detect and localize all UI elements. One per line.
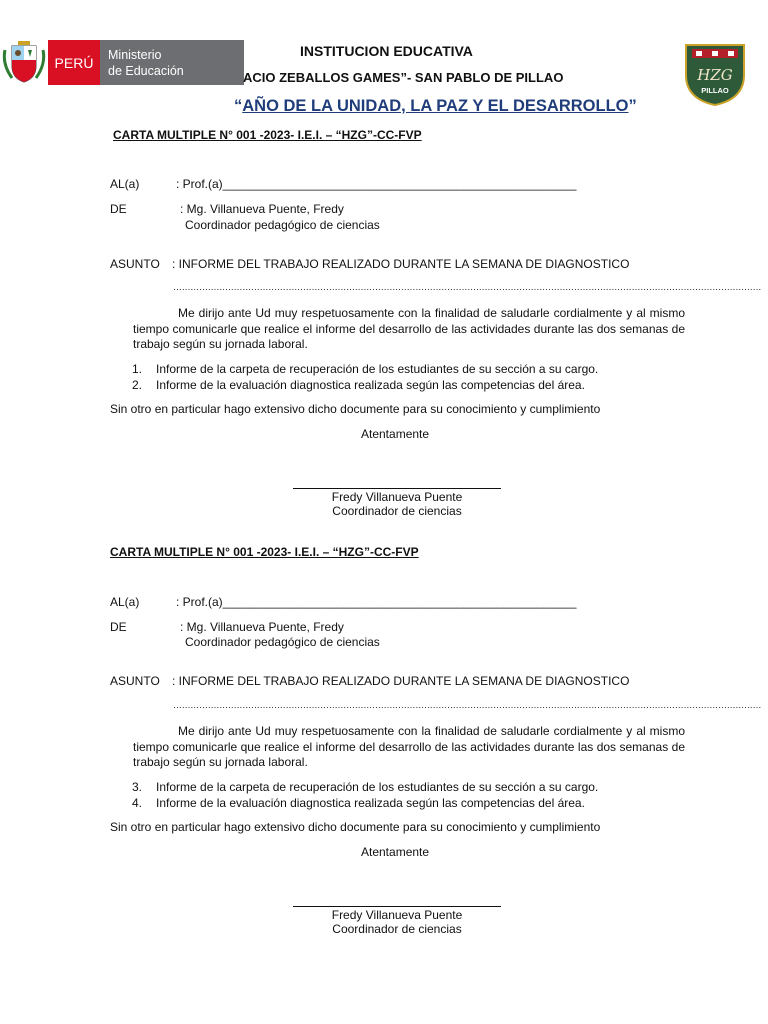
body-paragraph — [133, 724, 685, 771]
crest-label: PILLAO — [701, 86, 729, 95]
de-value: : Mg. Villanueva Puente, Fredy — [180, 202, 344, 216]
signer-name: Fredy Villanueva Puente — [331, 490, 463, 504]
closing-text: Sin otro en particular hago extensivo dicho documente para su conocimiento y cumplimiento — [110, 402, 601, 416]
crest-initials: HZG — [697, 66, 733, 84]
item-number: 3. — [132, 780, 143, 794]
de-label: DE — [110, 620, 127, 634]
carta-reference: CARTA MULTIPLE N° 001 -2023- I.E.I. – “HZG”-CC-FVP — [113, 128, 422, 142]
list-item — [132, 795, 598, 811]
regards-text: Atentamente — [361, 845, 430, 859]
ministry-line1-text: Ministerio — [108, 48, 162, 62]
item-text: Informe de la carpeta de recuperación de los estudiantes de su sección a su cargo. — [156, 780, 599, 794]
body-text: Me dirijo ante Ud muy respetuosamente con la finalidad de saludarle cordialmente y al mismo tiempo comunicarle que realice el informe del desarrollo de las actividades durante las dos semanas de trabajo según su jornada laboral. — [133, 306, 685, 351]
list-item — [132, 377, 598, 393]
signer-role: Coordinador de ciencias — [332, 922, 462, 936]
item-text: Informe de la evaluación diagnostica realizada según las competencias del área. — [156, 796, 585, 810]
item-list — [132, 361, 598, 393]
de-label: DE — [110, 202, 127, 216]
body-paragraph — [133, 306, 685, 353]
list-item — [132, 779, 598, 795]
al-label: AL(a) — [110, 177, 140, 191]
closing-text: Sin otro en particular hago extensivo dicho documente para su conocimiento y cumplimiento — [110, 820, 601, 834]
year-motto-close-quote: ” — [628, 97, 637, 115]
dotted-line: …………………………………………………………………………………………………………………………………………………………………………………… — [173, 700, 762, 710]
asunto-value: : INFORME DEL TRABAJO REALIZADO DURANTE LA SEMANA DE DIAGNOSTICO — [172, 257, 630, 271]
letter-2 — [0, 418, 768, 936]
carta-reference: CARTA MULTIPLE N° 001 -2023- I.E.I. – “HZG”-CC-FVP — [110, 545, 419, 559]
school-subtitle: ACIO ZEBALLOS GAMES”- SAN PABLO DE PILLAO — [243, 70, 564, 85]
item-number: 4. — [132, 796, 143, 810]
item-text: Informe de la carpeta de recuperación de los estudiantes de su sección a su cargo. — [156, 362, 599, 376]
item-text: Informe de la evaluación diagnostica realizada según las competencias del área. — [156, 378, 585, 392]
item-list — [132, 779, 598, 811]
signature-line — [293, 906, 501, 907]
regards-text: Atentamente — [361, 427, 430, 441]
signer-role: Coordinador de ciencias — [332, 504, 462, 518]
de-role: Coordinador pedagógico de ciencias — [185, 635, 380, 649]
signer-name: Fredy Villanueva Puente — [331, 908, 463, 922]
asunto-value: : INFORME DEL TRABAJO REALIZADO DURANTE LA SEMANA DE DIAGNOSTICO — [172, 674, 630, 688]
de-value: : Mg. Villanueva Puente, Fredy — [180, 620, 344, 634]
ministry-country-text: PERÚ — [54, 55, 94, 71]
de-role: Coordinador pedagógico de ciencias — [185, 218, 380, 232]
item-number: 1. — [132, 362, 143, 376]
al-value: : Prof.(a)_____________________________________________________ — [176, 595, 577, 609]
ministry-line2-text: de Educación — [108, 64, 184, 78]
asunto-label: ASUNTO — [110, 674, 160, 688]
dotted-line: …………………………………………………………………………………………………………………………………………………………………………………… — [173, 282, 762, 292]
body-text: Me dirijo ante Ud muy respetuosamente con la finalidad de saludarle cordialmente y al mismo tiempo comunicarle que realice el informe del desarrollo de las actividades durante las dos semanas de trabajo según su jornada laboral. — [133, 724, 685, 769]
item-number: 2. — [132, 378, 143, 392]
list-item — [132, 361, 598, 377]
al-label: AL(a) — [110, 595, 140, 609]
year-motto-text: AÑO DE LA UNIDAD, LA PAZ Y EL DESARROLLO — [242, 97, 629, 115]
year-motto-open-quote: “ — [234, 97, 243, 115]
school-title: INSTITUCION EDUCATIVA — [300, 43, 473, 59]
al-value: : Prof.(a)_____________________________________________________ — [176, 177, 577, 191]
asunto-label: ASUNTO — [110, 257, 160, 271]
